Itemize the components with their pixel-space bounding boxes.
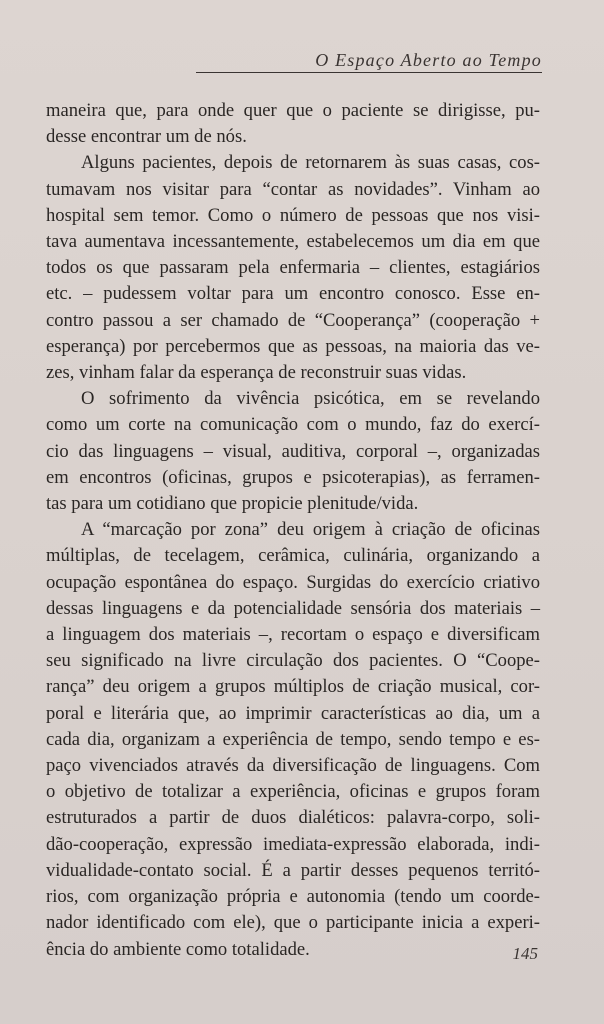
text-line: cio das linguagens – visual, auditiva, corporal –, organizadas	[46, 440, 540, 462]
text-line: como um corte na comunicação com o mundo, faz do exercí-	[46, 414, 540, 436]
text-line: rios, com organização própria e autonomia (tendo um coorde-	[46, 886, 540, 908]
text-line: paço vivenciados através da diversificação de linguagens. Com	[46, 755, 540, 777]
text-line: o objetivo de totalizar a experiência, oficinas e grupos foram	[46, 781, 540, 803]
text-line: vidualidade-contato social. É a partir desses pequenos territó-	[46, 859, 540, 881]
text-line: estruturados a partir de duos dialéticos: palavra-corpo, soli-	[46, 807, 540, 829]
text-line: cada dia, organizam a experiência de tempo, sendo tempo e es-	[46, 728, 540, 750]
text-line: desse encontrar um de nós.	[46, 126, 247, 148]
text-line: esperança) por percebermos que as pessoas, na maioria das ve-	[46, 335, 540, 357]
text-line: dessas linguagens e da potencialidade sensória dos materiais –	[46, 597, 540, 619]
text-line: Alguns pacientes, depois de retornarem às suas casas, cos-	[81, 152, 540, 174]
text-line: a linguagem dos materiais –, recortam o espaço e diversificam	[46, 624, 540, 646]
text-line: maneira que, para onde quer que o paciente se dirigisse, pu-	[46, 100, 540, 121]
text-line: seu significado na livre circulação dos pacientes. O “Coope-	[46, 650, 540, 672]
text-line: rança” deu origem a grupos múltiplos de criação musical, cor-	[46, 676, 540, 698]
text-line: tas para um cotidiano que propicie plenitude/vida.	[46, 493, 419, 515]
text-line: O sofrimento da vivência psicótica, em se revelando	[81, 388, 540, 410]
paragraph	[46, 386, 540, 517]
text-line: contro passou a ser chamado de “Cooperança” (cooperação +	[46, 309, 540, 331]
text-line: nador identificado com ele), que o participante inicia a experi-	[46, 912, 540, 934]
text-line: tumavam nos visitar para “contar as novidades”. Vinham ao	[46, 178, 540, 200]
text-line: todos os que passaram pela enfermaria – clientes, estagiários	[46, 257, 540, 279]
body-text	[46, 98, 540, 963]
text-line: múltiplas, de tecelagem, cerâmica, culinária, organizando a	[46, 545, 540, 567]
paragraph	[46, 98, 540, 150]
paragraph	[46, 517, 540, 962]
page-number: 145	[512, 944, 538, 963]
paragraph	[46, 150, 540, 386]
text-line: dão-cooperação, expressão imediata-expressão elaborada, indi-	[46, 833, 540, 855]
text-line: A “marcação por zona” deu origem à criação de oficinas	[81, 519, 540, 541]
text-line: hospital sem temor. Como o número de pessoas que nos visi-	[46, 204, 540, 226]
running-head: O Espaço Aberto ao Tempo	[315, 50, 542, 70]
text-line: etc. – pudessem voltar para um encontro conosco. Esse en-	[46, 283, 540, 305]
text-line: em encontros (oficinas, grupos e psicoterapias), as ferramen-	[46, 466, 540, 488]
header-rule	[196, 72, 542, 73]
text-line: ocupação espontânea do espaço. Surgidas do exercício criativo	[46, 571, 540, 593]
text-line: poral e literária que, ao imprimir características ao dia, um a	[46, 702, 540, 724]
text-line: zes, vinham falar da esperança de reconstruir suas vidas.	[46, 362, 467, 384]
text-line: tava aumentava incessantemente, estabelecemos um dia em que	[46, 231, 540, 253]
text-line: ência do ambiente como totalidade.	[46, 938, 310, 960]
